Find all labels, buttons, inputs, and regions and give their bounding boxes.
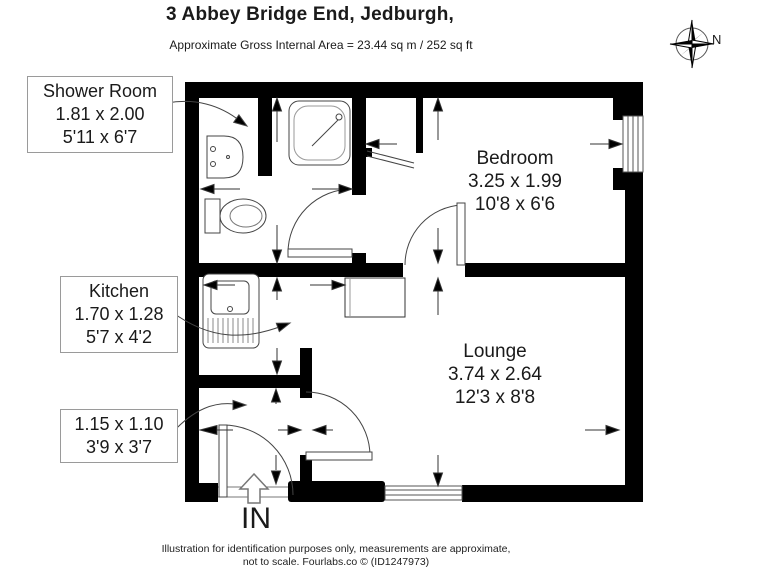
lounge-label	[405, 340, 585, 409]
room-metric: 1.15 x 1.10	[74, 414, 164, 434]
page-title: 3 Abbey Bridge End, Jedburgh,	[165, 4, 455, 25]
entrance-label: IN	[241, 502, 271, 535]
disclaimer-line2: not to scale. Fourlabs.co © (ID1247973)	[242, 556, 430, 568]
room-metric: 3.25 x 1.99	[467, 171, 563, 192]
room-name: Kitchen	[88, 281, 150, 301]
room-name: Lounge	[463, 341, 527, 362]
hall-label	[60, 409, 178, 463]
room-imperial: 5'7 x 4'2	[86, 327, 152, 347]
wash-basin	[207, 136, 243, 178]
bedroom-label	[425, 147, 605, 216]
room-imperial: 3'9 x 3'7	[86, 437, 152, 457]
bedroom-window	[623, 116, 643, 172]
room-name: Shower Room	[42, 81, 158, 101]
storage-unit	[345, 278, 405, 317]
lounge-window	[385, 486, 462, 500]
room-name: Bedroom	[476, 148, 554, 169]
room-imperial: 10'8 x 6'6	[474, 194, 556, 215]
room-imperial: 5'11 x 6'7	[62, 127, 138, 147]
north-label: N	[712, 32, 722, 47]
shower-tray	[289, 101, 350, 165]
room-metric: 1.81 x 2.00	[55, 104, 145, 124]
area-note: Approximate Gross Internal Area = 23.44 sq m / 252 sq ft	[169, 38, 473, 52]
toilet	[205, 199, 266, 233]
shower-room-label	[27, 76, 173, 153]
entrance-arrow-icon	[240, 474, 268, 503]
room-imperial: 12'3 x 8'8	[454, 387, 536, 408]
disclaimer-line1: Illustration for identification purposes only, measurements are approximate,	[161, 543, 511, 555]
room-metric: 3.74 x 2.64	[447, 364, 543, 385]
room-metric: 1.70 x 1.28	[74, 304, 164, 324]
kitchen-label	[60, 276, 178, 353]
disclaimer	[0, 543, 672, 569]
